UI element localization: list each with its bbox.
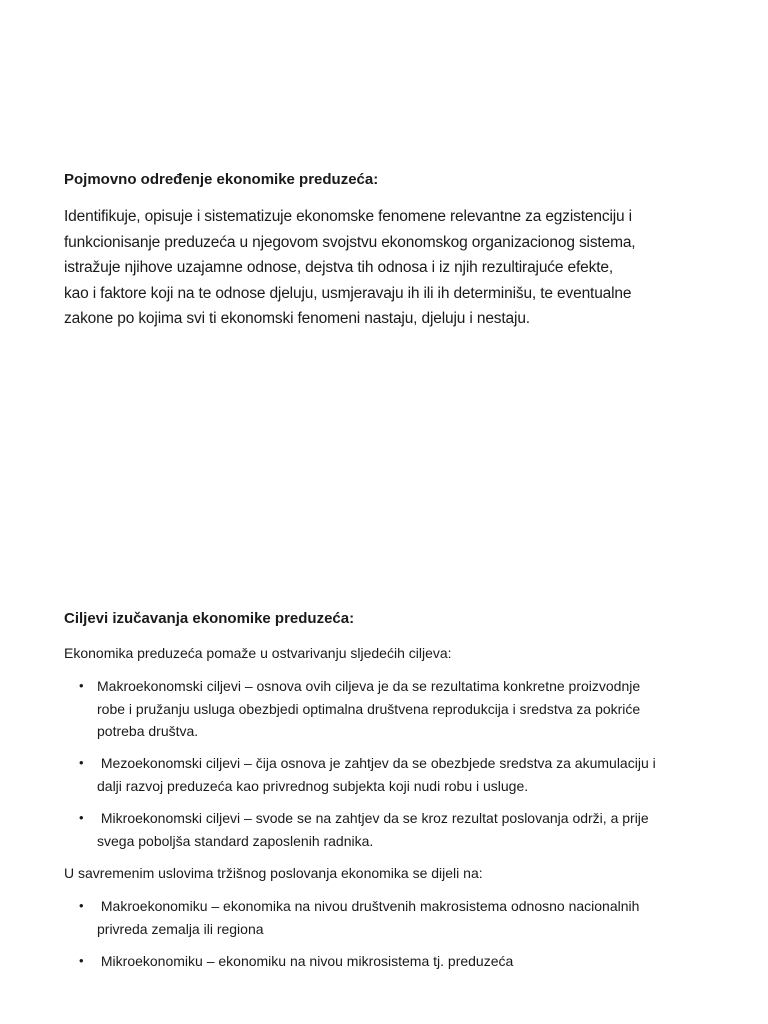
list-item-line: Mikroekonomski ciljevi – svode se na zahtjev da se kroz rezultat poslovanja održi, a prije bbox=[97, 810, 649, 826]
paragraph-line: istražuje njihove uzajamne odnose, dejstva tih odnosa i iz njih rezultirajuće efekte, bbox=[64, 259, 614, 276]
bullet-icon: • bbox=[79, 678, 84, 693]
list-item-line: Makroekonomski ciljevi – osnova ovih ciljeva je da se rezultatima konkretne proizvodnje bbox=[97, 678, 641, 694]
paragraph-line: Identifikuje, opisuje i sistematizuje ekonomske fenomene relevantne za egzistenciju i bbox=[64, 208, 632, 225]
definition-paragraph bbox=[64, 204, 704, 332]
list-item bbox=[0, 950, 768, 975]
list-item bbox=[0, 895, 768, 950]
paragraph-line: kao i faktore koji na te odnose djeluju, usmjeravaju ih ili ih determinišu, te eventualne bbox=[64, 284, 632, 302]
list-item bbox=[0, 752, 768, 807]
list-item-line: Mezoekonomski ciljevi – čija osnova je zahtjev da se obezbjede sredstva za akumulaciju i bbox=[97, 755, 656, 771]
goals-list bbox=[0, 675, 768, 862]
list-item-text bbox=[97, 752, 656, 797]
list-item-line: privreda zemalja ili regiona bbox=[97, 920, 264, 937]
paragraph-line: zakone po kojima svi ti ekonomski fenomeni nastaju, djeluju i nestaju. bbox=[64, 310, 530, 327]
bullet-icon: • bbox=[79, 810, 84, 825]
list-item-line: Mikroekonomiku – ekonomiku na nivou mikrosistema tj. preduzeća bbox=[97, 953, 514, 969]
list-item-line: potreba društva. bbox=[97, 723, 199, 739]
list-item bbox=[0, 675, 768, 752]
list-item bbox=[0, 807, 768, 862]
types-intro: U savremenim uslovima tržišnog poslovanja ekonomika se dijeli na: bbox=[64, 865, 483, 881]
list-item-text bbox=[97, 807, 649, 852]
section-heading-definition: Pojmovno određenje ekonomike preduzeća: bbox=[64, 171, 379, 188]
bullet-icon: • bbox=[79, 898, 84, 913]
goals-intro: Ekonomika preduzeća pomaže u ostvarivanju sljedećih ciljeva: bbox=[64, 645, 452, 661]
list-item-line: dalji razvoj preduzeća kao privrednog subjekta koji nudi robu i usluge. bbox=[97, 777, 529, 794]
paragraph-line: funkcionisanje preduzeća u njegovom svojstvu ekonomskog organizacionog sistema, bbox=[64, 233, 636, 251]
list-item-line: Makroekonomiku – ekonomika na nivou društvenih makrosistema odnosno nacionalnih bbox=[97, 898, 640, 914]
list-item-text bbox=[97, 895, 639, 940]
bullet-icon: • bbox=[79, 953, 84, 968]
section-heading-goals: Ciljevi izučavanja ekonomike preduzeća: bbox=[64, 610, 355, 627]
types-list bbox=[0, 895, 768, 975]
list-item-line: svega poboljša standard zaposlenih radnika. bbox=[97, 832, 374, 849]
list-item-text bbox=[97, 950, 513, 973]
list-item-text bbox=[97, 675, 640, 743]
list-item-line: robe i pružanju usluga obezbjedi optimalna društvena reprodukcija i sredstva za pokriće bbox=[97, 700, 641, 717]
bullet-icon: • bbox=[79, 755, 84, 770]
